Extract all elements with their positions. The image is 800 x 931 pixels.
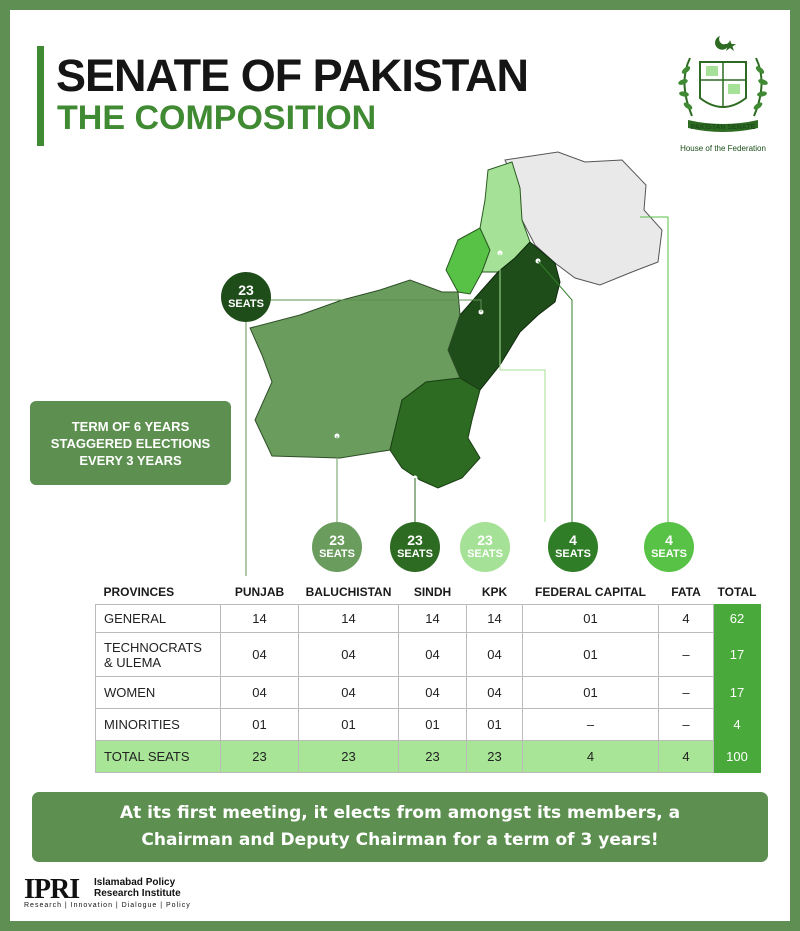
term-line-3: EVERY 3 YEARS bbox=[79, 452, 182, 468]
cell-federal-capital: 01 bbox=[523, 605, 659, 633]
row-label-line-2: & ULEMA bbox=[104, 654, 162, 670]
col-header-provinces: PROVINCES bbox=[103, 585, 175, 599]
badge-value: 4 bbox=[665, 532, 673, 548]
term-info-box bbox=[30, 401, 231, 485]
cell-fata: – bbox=[659, 709, 714, 741]
cell-fata: 4 bbox=[659, 741, 714, 773]
baluchistan-seats-badge bbox=[312, 522, 362, 572]
composition-table bbox=[95, 580, 761, 773]
col-header-baluchistan: BALUCHISTAN bbox=[305, 585, 392, 599]
cell-baluchistan: 04 bbox=[299, 677, 399, 709]
badge-label: SEATS bbox=[651, 548, 687, 560]
col-header-kpk: KPK bbox=[481, 585, 508, 599]
emblem-name: PAKISTAN SENATE bbox=[690, 124, 756, 131]
cell-sindh: 23 bbox=[399, 741, 467, 773]
cell-punjab: 01 bbox=[221, 709, 299, 741]
row-label bbox=[96, 633, 221, 677]
row-label: MINORITIES bbox=[96, 709, 221, 741]
term-line-2: STAGGERED ELECTIONS bbox=[50, 435, 211, 451]
cell-sindh: 04 bbox=[399, 633, 467, 677]
cell-total: 100 bbox=[714, 741, 761, 773]
cell-baluchistan: 04 bbox=[299, 633, 399, 677]
table-row bbox=[96, 677, 761, 709]
cell-fata: – bbox=[659, 677, 714, 709]
kpk-seats-badge bbox=[460, 522, 510, 572]
ipri-tagline: Research | Innovation | Dialogue | Policy bbox=[24, 902, 191, 909]
fata-seats-badge bbox=[644, 522, 694, 572]
banner-line-2: Chairman and Deputy Chairman for a term of 3 years! bbox=[141, 830, 659, 850]
page-subtitle: THE COMPOSITION bbox=[57, 99, 377, 137]
cell-fata: 4 bbox=[659, 605, 714, 633]
row-label-line-1: TECHNOCRATS bbox=[104, 639, 202, 655]
badge-value: 23 bbox=[477, 532, 493, 548]
punjab-seats-badge bbox=[221, 272, 271, 322]
cell-federal-capital: 01 bbox=[523, 633, 659, 677]
row-label: TOTAL SEATS bbox=[96, 741, 221, 773]
page-title: SENATE OF PAKISTAN bbox=[56, 50, 529, 101]
ipri-name bbox=[94, 877, 204, 899]
cell-punjab: 04 bbox=[221, 677, 299, 709]
fata-region bbox=[446, 228, 490, 294]
cell-punjab: 04 bbox=[221, 633, 299, 677]
ipri-name-line-1: Islamabad Policy bbox=[94, 877, 176, 888]
federal-capital-seats-badge bbox=[548, 522, 598, 572]
cell-federal-capital: 4 bbox=[523, 741, 659, 773]
cell-baluchistan: 14 bbox=[299, 605, 399, 633]
col-header-punjab: PUNJAB bbox=[234, 585, 285, 599]
cell-baluchistan: 23 bbox=[299, 741, 399, 773]
cell-sindh: 04 bbox=[399, 677, 467, 709]
badge-value: 23 bbox=[238, 282, 254, 298]
ipri-logo: IPRI bbox=[24, 874, 80, 905]
cell-total: 62 bbox=[714, 605, 761, 633]
cell-kpk: 04 bbox=[467, 677, 523, 709]
term-line-1: TERM OF 6 YEARS bbox=[71, 418, 190, 434]
sindh-seats-badge bbox=[390, 522, 440, 572]
cell-kpk: 23 bbox=[467, 741, 523, 773]
badge-value: 4 bbox=[569, 532, 577, 548]
cell-total: 17 bbox=[714, 677, 761, 709]
cell-baluchistan: 01 bbox=[299, 709, 399, 741]
cell-sindh: 14 bbox=[399, 605, 467, 633]
badge-label: SEATS bbox=[467, 548, 503, 560]
cell-punjab: 14 bbox=[221, 605, 299, 633]
cell-kpk: 14 bbox=[467, 605, 523, 633]
badge-label: SEATS bbox=[555, 548, 591, 560]
cell-kpk: 01 bbox=[467, 709, 523, 741]
cell-total: 17 bbox=[714, 633, 761, 677]
cell-total: 4 bbox=[714, 709, 761, 741]
cell-federal-capital: – bbox=[523, 709, 659, 741]
table-header-row bbox=[96, 580, 761, 605]
cell-sindh: 01 bbox=[399, 709, 467, 741]
col-header-fata: FATA bbox=[671, 585, 701, 599]
row-label: GENERAL bbox=[96, 605, 221, 633]
badge-label: SEATS bbox=[397, 548, 433, 560]
banner-line-1: At its first meeting, it elects from amongst its members, a bbox=[119, 803, 681, 823]
table-total-row bbox=[96, 741, 761, 773]
col-header-total: TOTAL bbox=[717, 585, 757, 599]
cell-punjab: 23 bbox=[221, 741, 299, 773]
badge-label: SEATS bbox=[319, 548, 355, 560]
col-header-sindh: SINDH bbox=[413, 585, 452, 599]
table-row bbox=[96, 633, 761, 677]
infographic-frame bbox=[10, 10, 790, 921]
row-label: WOMEN bbox=[96, 677, 221, 709]
cell-federal-capital: 01 bbox=[523, 677, 659, 709]
badge-value: 23 bbox=[407, 532, 423, 548]
info-banner bbox=[32, 792, 768, 862]
table-row bbox=[96, 605, 761, 633]
table-row bbox=[96, 709, 761, 741]
badge-value: 23 bbox=[329, 532, 345, 548]
cell-fata: – bbox=[659, 633, 714, 677]
col-header-federal-capital: FEDERAL CAPITAL bbox=[535, 585, 646, 599]
cell-kpk: 04 bbox=[467, 633, 523, 677]
ipri-footer bbox=[24, 874, 214, 914]
emblem-subtitle: House of the Federation bbox=[680, 144, 766, 153]
badge-label: SEATS bbox=[228, 298, 264, 310]
ipri-name-line-2: Research Institute bbox=[94, 888, 181, 899]
